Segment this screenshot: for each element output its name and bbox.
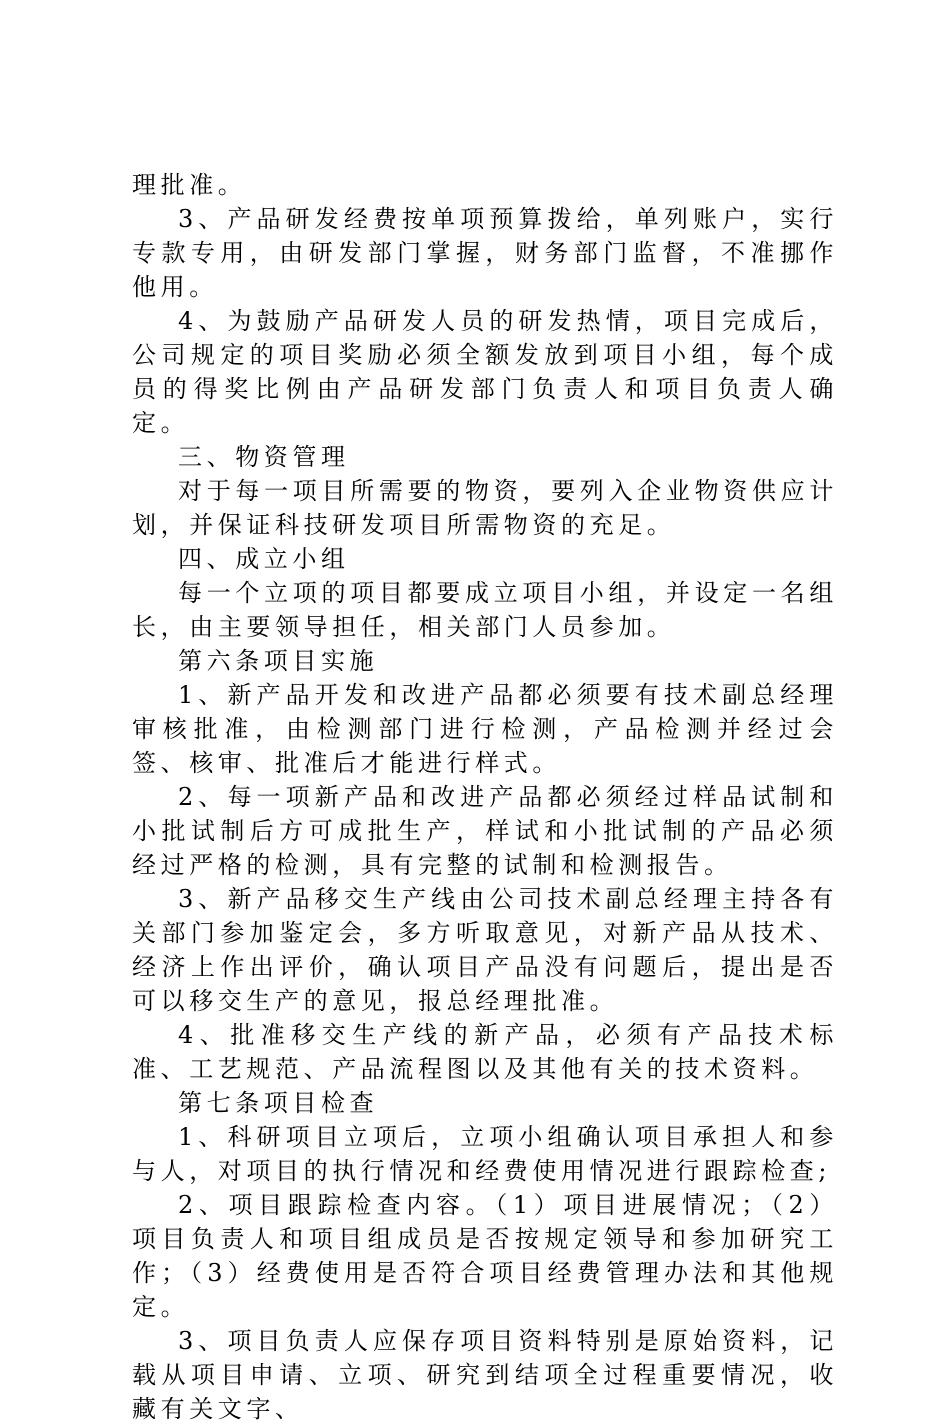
paragraph-6: 每一个立项的项目都要成立项目小组，并设定一名组长，由主要领导担任，相关部门人员参加。 (132, 579, 838, 641)
paragraph-2: 4、为鼓励产品研发人员的研发热情，项目完成后，公司规定的项目奖励必须全额发放到项目小组，每个成员的得奖比例由产品研发部门负责人和项目负责人确定。 (132, 307, 838, 437)
paragraph-11: 4、批准移交生产线的新产品，必须有产品技术标准、工艺规范、产品流程图以及其他有关的技术资料。 (132, 1021, 838, 1083)
paragraph-9: 2、每一项新产品和改进产品都必须经过样品试制和小批试制后方可成批生产，样试和小批试制的产品必须经过严格的检测，具有完整的试制和检测报告。 (132, 783, 838, 879)
article-heading-implementation: 第六条项目实施 (178, 647, 379, 675)
paragraph-8: 1、新产品开发和改进产品都必须要有技术副总经理审核批准，由检测部门进行检测，产品检测并经过会签、核审、批准后才能进行样式。 (132, 681, 838, 777)
paragraph-4: 对于每一项目所需要的物资，要列入企业物资供应计划，并保证科技研发项目所需物资的充足。 (132, 477, 838, 539)
paragraph-10: 3、新产品移交生产线由公司技术副总经理主持各有关部门参加鉴定会，多方听取意见，对新产品从技术、经济上作出评价，确认项目产品没有问题后，提出是否可以移交生产的意见，报总经理批准。 (132, 885, 838, 1015)
paragraph-0: 理批准。 (132, 171, 247, 199)
paragraph-13: 1、科研项目立项后，立项小组确认项目承担人和参与人，对项目的执行情况和经费使用情况进行跟踪检查; (132, 1123, 838, 1185)
paragraph-15: 3、项目负责人应保存项目资料特别是原始资料，记载从项目申请、立项、研究到结项全过程重要情况，收藏有关文字、 (132, 1327, 838, 1423)
article-heading-inspection: 第七条项目检查 (178, 1089, 379, 1117)
paragraph-1: 3、产品研发经费按单项预算拨给，单列账户，实行专款专用，由研发部门掌握，财务部门监督，不准挪作他用。 (132, 205, 838, 301)
section-heading-materials: 三、物资管理 (178, 443, 350, 471)
paragraph-14: 2、项目跟踪检查内容。（1）项目进展情况；（2）项目负责人和项目组成员是否按规定领导和参加研究工作；（3）经费使用是否符合项目经费管理办法和其他规定。 (132, 1191, 838, 1321)
section-heading-team: 四、成立小组 (178, 545, 350, 573)
document-body (132, 168, 838, 1426)
